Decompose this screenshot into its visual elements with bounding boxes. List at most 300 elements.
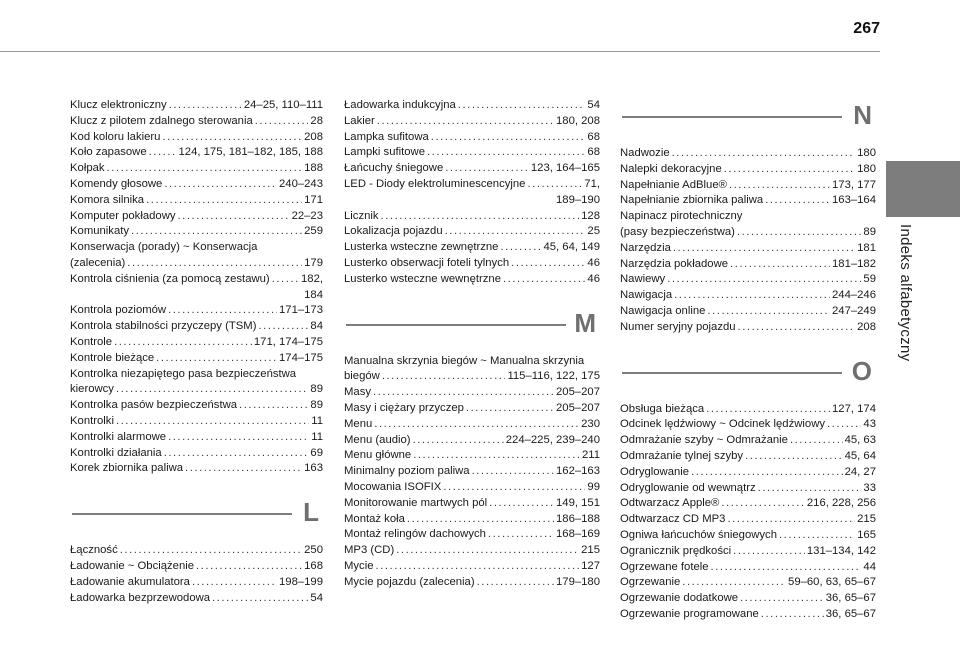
index-term: Ogrzewanie dodatkowe <box>620 592 739 605</box>
page-reference: 45, 64 <box>844 449 876 462</box>
section-letter: N <box>853 100 872 130</box>
leader-dots <box>740 591 824 607</box>
index-term: Ogrzewane fotele <box>620 560 709 573</box>
index-term: Nawigacja online <box>620 304 706 317</box>
page-reference: 124, 175, 181–182, 185, 188 <box>178 146 323 159</box>
index-term: Narzędzia <box>620 241 671 254</box>
index-term: Mocowania ISOFIX <box>344 480 442 493</box>
page-reference: 22–23 <box>291 209 323 222</box>
index-entry <box>344 240 600 256</box>
index-term: Mycie <box>344 559 374 572</box>
leader-dots <box>407 512 554 528</box>
page-reference: 44 <box>863 560 876 573</box>
index-term: Koło zapasowe <box>70 146 147 159</box>
leader-dots <box>164 177 277 193</box>
page-reference: 43 <box>863 418 876 431</box>
index-entry <box>620 241 876 257</box>
leader-dots <box>114 335 252 351</box>
index-entry <box>70 382 323 398</box>
index-entry-line: Manualna skrzynia biegów ~ Manualna skrzynia <box>344 354 585 367</box>
leader-dots <box>373 385 554 401</box>
page-reference: 89 <box>863 225 876 238</box>
index-term: Kontrole <box>70 335 113 348</box>
leader-dots <box>146 193 302 209</box>
page-reference: 179–180 <box>556 575 600 588</box>
index-column-1 <box>70 98 323 606</box>
leader-dots <box>472 464 554 480</box>
index-term: Lusterko obserwacji foteli tylnych <box>344 256 510 269</box>
leader-dots <box>691 465 843 481</box>
leader-dots <box>396 543 579 559</box>
index-term: Lampka sufitowa <box>344 130 429 143</box>
index-entry <box>620 193 876 209</box>
leader-dots <box>377 114 554 130</box>
index-entry <box>70 430 323 446</box>
section-header <box>620 96 876 140</box>
leader-dots <box>116 382 308 398</box>
index-term: Odcinek lędźwiowy ~ Odcinek lędźwiowy <box>620 418 825 431</box>
index-term: (zalecenia) <box>70 256 126 269</box>
page-reference: 54 <box>587 99 600 111</box>
page-reference: 84 <box>310 320 323 333</box>
index-term: Minimalny poziom paliwa <box>344 465 470 478</box>
leader-dots <box>443 480 585 496</box>
page-reference: 168 <box>304 559 323 572</box>
leader-dots <box>212 591 308 607</box>
leader-dots <box>169 98 242 114</box>
index-term: Napełnianie AdBlue® <box>620 178 727 191</box>
page-number: 267 <box>853 20 880 37</box>
index-term: Klucz elektroniczny <box>70 99 167 111</box>
page-reference: 115–116, 122, 175 <box>507 370 600 383</box>
leader-dots <box>738 320 856 336</box>
index-term: Kontrolki <box>70 414 114 427</box>
index-entry <box>70 256 323 272</box>
index-term: Masy i ciężary przyczep <box>344 401 464 414</box>
index-term: Komendy głosowe <box>70 177 163 190</box>
leader-dots <box>164 446 309 462</box>
page-reference: 174–175 <box>279 351 323 364</box>
index-entry <box>70 209 323 225</box>
page-reference: 128 <box>581 209 600 222</box>
page-reference: 215 <box>857 513 876 526</box>
index-entry-line: Kontrolka niezapiętego pasa bezpieczeństwa <box>70 367 297 380</box>
leader-dots <box>168 430 309 446</box>
index-entry <box>344 527 600 543</box>
index-entry <box>620 225 876 241</box>
page-reference: 36, 65–67 <box>825 592 876 605</box>
page-reference: 205–207 <box>556 386 600 399</box>
leader-dots <box>724 162 855 178</box>
section-letter: O <box>851 355 872 386</box>
leader-dots <box>790 433 843 449</box>
index-term: Menu <box>344 417 373 430</box>
leader-dots <box>711 560 862 576</box>
section-rule <box>622 116 842 118</box>
leader-dots <box>707 304 830 320</box>
index-entry <box>70 98 323 114</box>
leader-dots <box>239 398 308 414</box>
index-entry <box>344 98 600 114</box>
leader-dots <box>733 544 805 560</box>
page-reference: 33 <box>863 481 876 494</box>
index-entry <box>620 162 876 178</box>
page-reference: 99 <box>587 480 600 493</box>
page-reference-continued: 184 <box>304 288 323 301</box>
index-term: MP3 (CD) <box>344 544 395 557</box>
index-entry <box>344 433 600 449</box>
index-term: biegów <box>344 370 380 383</box>
section-header <box>70 493 323 537</box>
index-term: Licznik <box>344 209 379 222</box>
leader-dots <box>729 178 830 194</box>
index-term: Komora silnika <box>70 193 145 206</box>
index-term: Kontrole bieżące <box>70 351 155 364</box>
index-term: Nalepki dekoracyjne <box>620 162 722 175</box>
index-term: Nawiewy <box>620 273 666 286</box>
index-entry <box>70 559 323 575</box>
index-entry <box>344 464 600 480</box>
index-entry <box>70 398 323 414</box>
page-reference: 179 <box>304 256 323 269</box>
leader-dots <box>149 145 177 161</box>
page-reference: 180, 208 <box>556 114 600 127</box>
index-term: Lokalizacja pojazdu <box>344 225 443 238</box>
index-term: Mycie pojazdu (zalecenia) <box>344 575 475 588</box>
page-reference: 149, 151 <box>556 496 600 509</box>
index-term: LED - Diody elektroluminescencyjne <box>344 177 526 190</box>
index-term: Odryglowanie <box>620 465 690 478</box>
leader-dots <box>779 528 855 544</box>
index-entry <box>344 272 600 288</box>
page-reference: 127, 174 <box>832 402 876 415</box>
index-term: Nawigacja <box>620 289 673 302</box>
page-reference: 68 <box>587 146 600 159</box>
index-entry <box>70 114 323 130</box>
index-entry <box>70 591 323 607</box>
page-reference: 45, 64, 149 <box>543 241 600 254</box>
page-reference: 180 <box>857 162 876 175</box>
index-term: Klucz z pilotem zdalnego sterowania <box>70 114 253 127</box>
page-reference: 230 <box>581 417 600 430</box>
index-term: Ogrzewanie programowane <box>620 607 759 620</box>
page-reference: 165 <box>857 528 876 541</box>
index-entry <box>620 402 876 418</box>
page-reference-continued: 189–190 <box>556 193 600 206</box>
index-term: Lakier <box>344 114 375 127</box>
index-entry <box>70 461 323 477</box>
page-reference: 127 <box>581 559 600 572</box>
index-entry <box>70 193 323 209</box>
index-term: Kontrolki działania <box>70 446 162 459</box>
index-term: Komputer pokładowy <box>70 209 176 222</box>
index-entry <box>70 414 323 430</box>
page-reference: 131–134, 142 <box>806 544 876 557</box>
leader-dots <box>413 433 504 449</box>
page-reference: 171 <box>304 193 323 206</box>
page-reference: 259 <box>304 225 323 238</box>
leader-dots <box>527 177 582 193</box>
page-reference: 54 <box>310 591 323 604</box>
index-entry <box>344 114 600 130</box>
page-reference: 69 <box>310 446 323 459</box>
leader-dots <box>427 145 585 161</box>
page-reference: 24–25, 110–111 <box>243 99 323 111</box>
index-column-2 <box>344 98 600 591</box>
index-entry <box>344 369 600 385</box>
index-entry <box>70 319 323 335</box>
index-term: Odmrażanie szyby ~ Odmrażanie <box>620 434 788 447</box>
leader-dots <box>706 402 830 418</box>
section-rule <box>622 372 842 374</box>
index-term: Menu główne <box>344 449 412 462</box>
index-entry <box>344 559 600 575</box>
index-entry <box>344 130 600 146</box>
index-entry <box>620 528 876 544</box>
leader-dots <box>376 559 580 575</box>
leader-dots <box>196 559 302 575</box>
page-reference: 247–249 <box>832 304 876 317</box>
index-entry <box>344 448 600 464</box>
index-term: Ładowanie ~ Obciążenie <box>70 559 195 572</box>
index-entry <box>344 480 600 496</box>
index-entry <box>344 256 600 272</box>
leader-dots <box>382 369 506 385</box>
page-reference: 162–163 <box>556 465 600 478</box>
page-reference: 250 <box>304 544 323 557</box>
index-term: kierowcy <box>70 383 114 396</box>
page-reference: 28 <box>310 114 323 127</box>
page-reference: 59 <box>863 273 876 286</box>
index-entry <box>620 481 876 497</box>
index-entry <box>620 449 876 465</box>
page-reference: 244–246 <box>832 289 876 302</box>
page-reference: 198–199 <box>279 575 323 588</box>
index-term: Lusterko wsteczne wewnętrzne <box>344 272 501 285</box>
page-reference: 182, <box>301 272 323 285</box>
page-reference: 163–164 <box>832 194 876 207</box>
index-entry <box>344 161 600 177</box>
index-entry-line: Konserwacja (porady) ~ Konserwacja <box>70 241 258 254</box>
index-term: Kołpak <box>70 162 105 175</box>
index-term: Łączność <box>70 544 118 557</box>
index-entry <box>620 607 876 623</box>
leader-dots <box>488 527 554 543</box>
index-entry <box>620 591 876 607</box>
leader-dots <box>445 224 586 240</box>
index-term: Odmrażanie tylnej szyby <box>620 449 744 462</box>
index-entry <box>70 446 323 462</box>
index-column-3 <box>620 96 876 623</box>
index-term: Kod koloru lakieru <box>70 130 161 143</box>
leader-dots <box>758 481 862 497</box>
page-reference: 205–207 <box>556 401 600 414</box>
index-entry <box>620 575 876 591</box>
leader-dots <box>672 146 856 162</box>
page-reference: 11 <box>311 414 323 427</box>
index-term: Napełnianie zbiornika paliwa <box>620 194 764 207</box>
index-term: Montaż koła <box>344 512 405 525</box>
index-entry <box>344 209 600 225</box>
side-tab-title: Indeks alfabetyczny <box>897 224 914 362</box>
header-rule <box>0 51 880 52</box>
leader-dots <box>381 209 580 225</box>
leader-dots <box>667 272 861 288</box>
side-tab-marker <box>886 161 960 217</box>
index-term: Kontrola stabilności przyczepy (TSM) <box>70 320 257 333</box>
index-term: Obsługa bieżąca <box>620 402 705 415</box>
index-entry <box>620 320 876 336</box>
leader-dots <box>116 414 309 430</box>
page-reference: 36, 65–67 <box>825 607 876 620</box>
index-entry <box>620 257 876 273</box>
index-entry <box>70 303 323 319</box>
index-entry <box>344 496 600 512</box>
page-reference: 45, 63 <box>844 434 876 447</box>
section-letter: M <box>574 307 596 338</box>
index-term: Lampki sufitowe <box>344 146 425 159</box>
leader-dots <box>721 496 805 512</box>
leader-dots <box>168 303 277 319</box>
index-term: Masy <box>344 386 371 399</box>
page-reference: 59–60, 63, 65–67 <box>788 576 876 589</box>
index-term: Lusterka wsteczne zewnętrzne <box>344 241 499 254</box>
leader-dots <box>156 351 277 367</box>
page-reference: 181–182 <box>832 257 876 270</box>
index-entry <box>70 145 323 161</box>
page-reference: 180 <box>857 147 876 159</box>
index-term: Ładowanie akumulatora <box>70 575 190 588</box>
page-reference: 123, 164–165 <box>530 162 600 175</box>
index-term: Numer seryjny pojazdu <box>620 320 736 333</box>
index-term: Ogranicznik prędkości <box>620 544 732 557</box>
index-term: Odtwarzacz Apple® <box>620 497 720 510</box>
leader-dots <box>673 241 855 257</box>
page-reference: 68 <box>587 130 600 143</box>
leader-dots <box>745 449 843 465</box>
index-entry <box>620 417 876 433</box>
index-term: Kontrolki alarmowe <box>70 430 167 443</box>
leader-dots <box>674 288 830 304</box>
page-reference: 240–243 <box>279 177 323 190</box>
page-reference: 188 <box>304 162 323 175</box>
page-reference: 25 <box>587 225 600 238</box>
index-term: Odtwarzacz CD MP3 <box>620 513 726 526</box>
index-entry <box>344 543 600 559</box>
leader-dots <box>258 319 308 335</box>
leader-dots <box>131 224 302 240</box>
index-entry <box>620 433 876 449</box>
index-term: Ogniwa łańcuchów śniegowych <box>620 528 777 541</box>
index-entry <box>70 177 323 193</box>
leader-dots <box>500 240 541 256</box>
index-entry <box>620 146 876 162</box>
leader-dots <box>127 256 302 272</box>
index-entry-line: Napinacz pirotechniczny <box>620 210 743 223</box>
section-rule <box>346 324 566 326</box>
index-entry <box>70 130 323 146</box>
index-term: (pasy bezpieczeństwa) <box>620 225 735 238</box>
leader-dots <box>255 114 309 130</box>
index-entry <box>620 496 876 512</box>
index-term: Menu (audio) <box>344 433 411 446</box>
index-term: Komunikaty <box>70 225 130 238</box>
leader-dots <box>827 417 861 433</box>
page-reference: 71, <box>584 177 600 190</box>
index-term: Ogrzewanie <box>620 576 681 589</box>
page-reference: 208 <box>304 130 323 143</box>
index-term: Montaż relingów dachowych <box>344 528 486 541</box>
leader-dots <box>477 575 554 591</box>
leader-dots <box>445 161 529 177</box>
index-entry <box>620 544 876 560</box>
page-reference: 216, 228, 256 <box>806 497 876 510</box>
index-entry <box>620 178 876 194</box>
leader-dots <box>178 209 290 225</box>
leader-dots <box>466 401 554 417</box>
leader-dots <box>120 543 302 559</box>
leader-dots <box>185 461 302 477</box>
page-reference: 186–188 <box>556 512 600 525</box>
leader-dots <box>682 575 786 591</box>
leader-dots <box>761 607 824 623</box>
index-entry <box>344 417 600 433</box>
page-reference: 211 <box>581 449 600 462</box>
index-entry <box>344 177 600 193</box>
index-term: Narzędzia pokładowe <box>620 257 729 270</box>
index-term: Ładowarka bezprzewodowa <box>70 591 211 604</box>
page-reference: 208 <box>857 320 876 333</box>
index-entry <box>620 512 876 528</box>
page-reference: 168–169 <box>556 528 600 541</box>
index-entry <box>620 560 876 576</box>
page-reference: 89 <box>310 383 323 396</box>
leader-dots <box>765 193 830 209</box>
page-reference: 46 <box>587 256 600 269</box>
index-entry <box>344 145 600 161</box>
leader-dots <box>730 257 830 273</box>
page-reference: 11 <box>311 430 323 443</box>
index-term: Kontrola poziomów <box>70 304 167 317</box>
section-letter: L <box>303 497 319 528</box>
leader-dots <box>737 225 862 241</box>
page-reference: 24, 27 <box>844 465 876 478</box>
index-entry <box>620 304 876 320</box>
section-header <box>620 352 876 396</box>
index-term: Ładowarka indukcyjna <box>344 99 456 111</box>
page-reference: 181 <box>857 241 876 254</box>
page-reference: 215 <box>581 544 600 557</box>
leader-dots <box>162 130 302 146</box>
index-entry <box>620 465 876 481</box>
leader-dots <box>413 448 580 464</box>
leader-dots <box>431 130 586 146</box>
leader-dots <box>489 496 554 512</box>
leader-dots <box>272 272 299 288</box>
leader-dots <box>107 161 303 177</box>
index-entry <box>70 335 323 351</box>
index-term: Korek zbiornika paliwa <box>70 462 184 475</box>
page-reference: 171, 174–175 <box>253 335 323 348</box>
index-term: Kontrolka pasów bezpieczeństwa <box>70 399 238 412</box>
index-entry <box>70 575 323 591</box>
index-entry <box>344 512 600 528</box>
index-entry <box>344 575 600 591</box>
index-entry <box>344 385 600 401</box>
page-reference: 163 <box>304 462 323 475</box>
index-entry <box>344 224 600 240</box>
leader-dots <box>727 512 855 528</box>
